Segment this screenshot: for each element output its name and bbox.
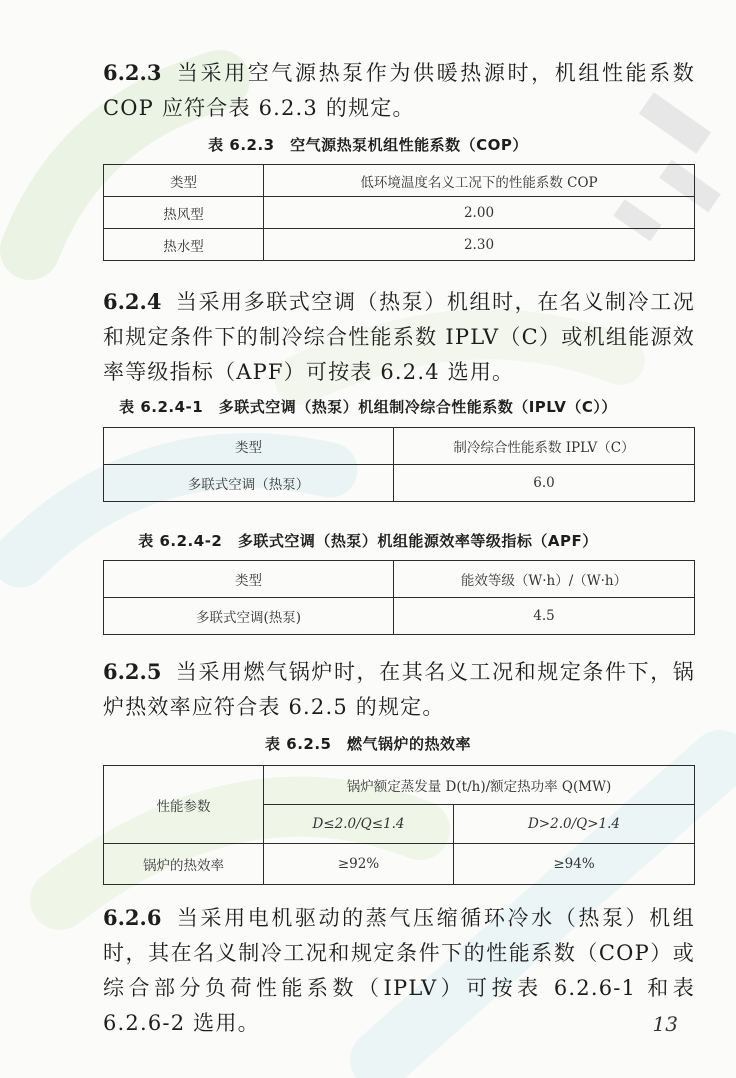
table-cell: 锅炉的热效率 — [104, 844, 264, 885]
clause-number: 6.2.3 — [103, 60, 162, 85]
table-header-row — [104, 165, 695, 197]
paragraph-6-2-3 — [103, 55, 695, 126]
table-cell: 多联式空调（热泵） — [104, 465, 394, 502]
clause-text: 当采用空气源热泵作为供暖热源时，机组性能系数 COP 应符合表 6.2.3 的规定。 — [103, 61, 695, 120]
table-header-row — [104, 561, 695, 598]
table-6-2-3 — [103, 164, 695, 261]
paragraph-6-2-4 — [103, 284, 695, 390]
header-cell: 类型 — [104, 428, 394, 465]
clause-number: 6.2.4 — [103, 289, 162, 314]
table-caption: 表 6.2.3 空气源热泵机组性能系数（COP） — [208, 136, 528, 154]
table-6-2-4-1 — [103, 427, 695, 502]
table-row — [104, 465, 695, 502]
clause-number: 6.2.5 — [103, 659, 162, 684]
table-cell: 2.00 — [264, 197, 695, 229]
header-cell: 制冷综合性能系数 IPLV（C） — [394, 428, 695, 465]
table-cell: 热风型 — [104, 197, 264, 229]
table-6-2-4-2 — [103, 560, 695, 635]
table-cell: 2.30 — [264, 229, 695, 261]
table-cell: 4.5 — [394, 598, 695, 635]
table-cell: 6.0 — [394, 465, 695, 502]
clause-number: 6.2.6 — [103, 905, 162, 930]
header-cell: 锅炉额定蒸发量 D(t/h)/额定热功率 Q(MW) — [264, 766, 695, 805]
header-cell: 低环境温度名义工况下的性能系数 COP — [264, 165, 695, 197]
table-caption: 表 6.2.5 燃气锅炉的热效率 — [265, 735, 471, 753]
table-6-2-5 — [103, 765, 695, 885]
table-cell: 多联式空调(热泵) — [104, 598, 394, 635]
table-header-row — [104, 766, 695, 805]
clause-text: 当采用燃气锅炉时，在其名义工况和规定条件下，锅炉热效率应符合表 6.2.5 的规定。 — [103, 660, 695, 719]
paragraph-6-2-5 — [103, 654, 695, 725]
table-caption: 表 6.2.4-1 多联式空调（热泵）机组制冷综合性能系数（IPLV（C）） — [119, 398, 617, 416]
header-cell: 类型 — [104, 165, 264, 197]
table-cell: 热水型 — [104, 229, 264, 261]
table-row — [104, 229, 695, 261]
table-row — [104, 598, 695, 635]
table-row — [104, 844, 695, 885]
table-header-row — [104, 428, 695, 465]
page-number: 13 — [652, 1012, 678, 1036]
header-cell: 性能参数 — [104, 766, 264, 844]
header-cell: D≤2.0/Q≤1.4 — [264, 805, 454, 844]
table-cell: ≥92% — [264, 844, 454, 885]
table-caption: 表 6.2.4-2 多联式空调（热泵）机组能源效率等级指标（APF） — [138, 532, 598, 550]
table-row — [104, 197, 695, 229]
table-cell: ≥94% — [454, 844, 695, 885]
header-cell: D>2.0/Q>1.4 — [454, 805, 695, 844]
paragraph-6-2-6 — [103, 900, 695, 1041]
clause-text: 当采用电机驱动的蒸气压缩循环冷水（热泵）机组时，其在名义制冷工况和规定条件下的性能系数（COP）或综合部分负荷性能系数（IPLV）可按表 6.2.6-1 和表 6.2.6-2 选用。 — [103, 906, 695, 1035]
header-cell: 类型 — [104, 561, 394, 598]
clause-text: 当采用多联式空调（热泵）机组时，在名义制冷工况和规定条件下的制冷综合性能系数 IPLV（C）或机组能源效率等级指标（APF）可按表 6.2.4 选用。 — [103, 290, 695, 384]
header-cell: 能效等级（W·h）/（W·h） — [394, 561, 695, 598]
